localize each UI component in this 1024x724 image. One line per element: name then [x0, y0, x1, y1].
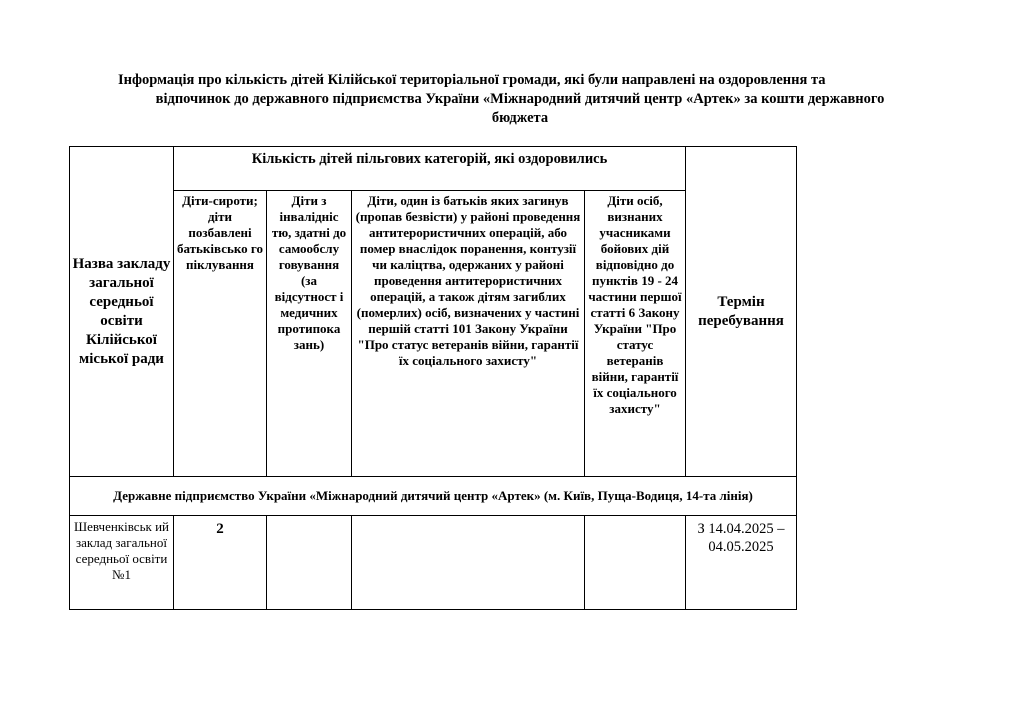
cell-disabled	[267, 516, 352, 610]
header-term: Термін перебування	[686, 147, 797, 477]
cell-term: З 14.04.2025 – 04.05.2025	[686, 516, 797, 610]
header-school-name: Назва закладу загальної середньої освіти Кілійської міської ради	[70, 147, 174, 477]
header-category-disabled: Діти з інвалідніс тю, здатні до самообслу говування (за відсутност і медичних протипока зань)	[267, 191, 352, 477]
cell-orphans: 2	[174, 516, 267, 610]
header-category-orphans: Діти-сироти; діти позбавлені батьківсько го піклування	[174, 191, 267, 477]
cell-school: Шевченківськ ий заклад загальної середньої освіти №1	[70, 516, 174, 610]
cell-combatants	[585, 516, 686, 610]
document-title	[80, 71, 960, 128]
section-title-row: Державне підприємство України «Міжнародний дитячий центр «Артек» (м. Київ, Пуща-Водиця, 14-та лінія)	[70, 477, 797, 516]
children-table	[69, 146, 797, 610]
table-row	[70, 516, 797, 610]
cell-ato-lost	[352, 516, 585, 610]
header-category-ato-lost: Діти, один із батьків яких загинув (пропав безвісти) у районі проведення антитерористичних операцій, або помер внаслідок поранення, контузії чи каліцтва, одержаних у районі проведення антитерористичних операцій, а також дітям загиблих (померлих) осіб, визначених у частині першій статті 101 Закону України "Про статус ветеранів війни, гарантії їх соціального захисту"	[352, 191, 585, 477]
header-group-categories: Кількість дітей пільгових категорій, які оздоровились	[174, 147, 686, 191]
title-line-2: відпочинок до державного підприємства України «Міжнародний дитячий центр «Артек» за кошти державного	[155, 91, 885, 107]
header-category-combatants: Діти осіб, визнаних учасниками бойових дій відповідно до пунктів 19 - 24 частини першої статті 6 Закону України "Про статус ветеранів війни, гарантії їх соціального захисту"	[585, 191, 686, 477]
title-line-3: бюджета	[491, 110, 549, 126]
title-line-1: Інформація про кількість дітей Кілійської територіальної громади, які були направлені на оздоровлення та	[118, 72, 826, 88]
